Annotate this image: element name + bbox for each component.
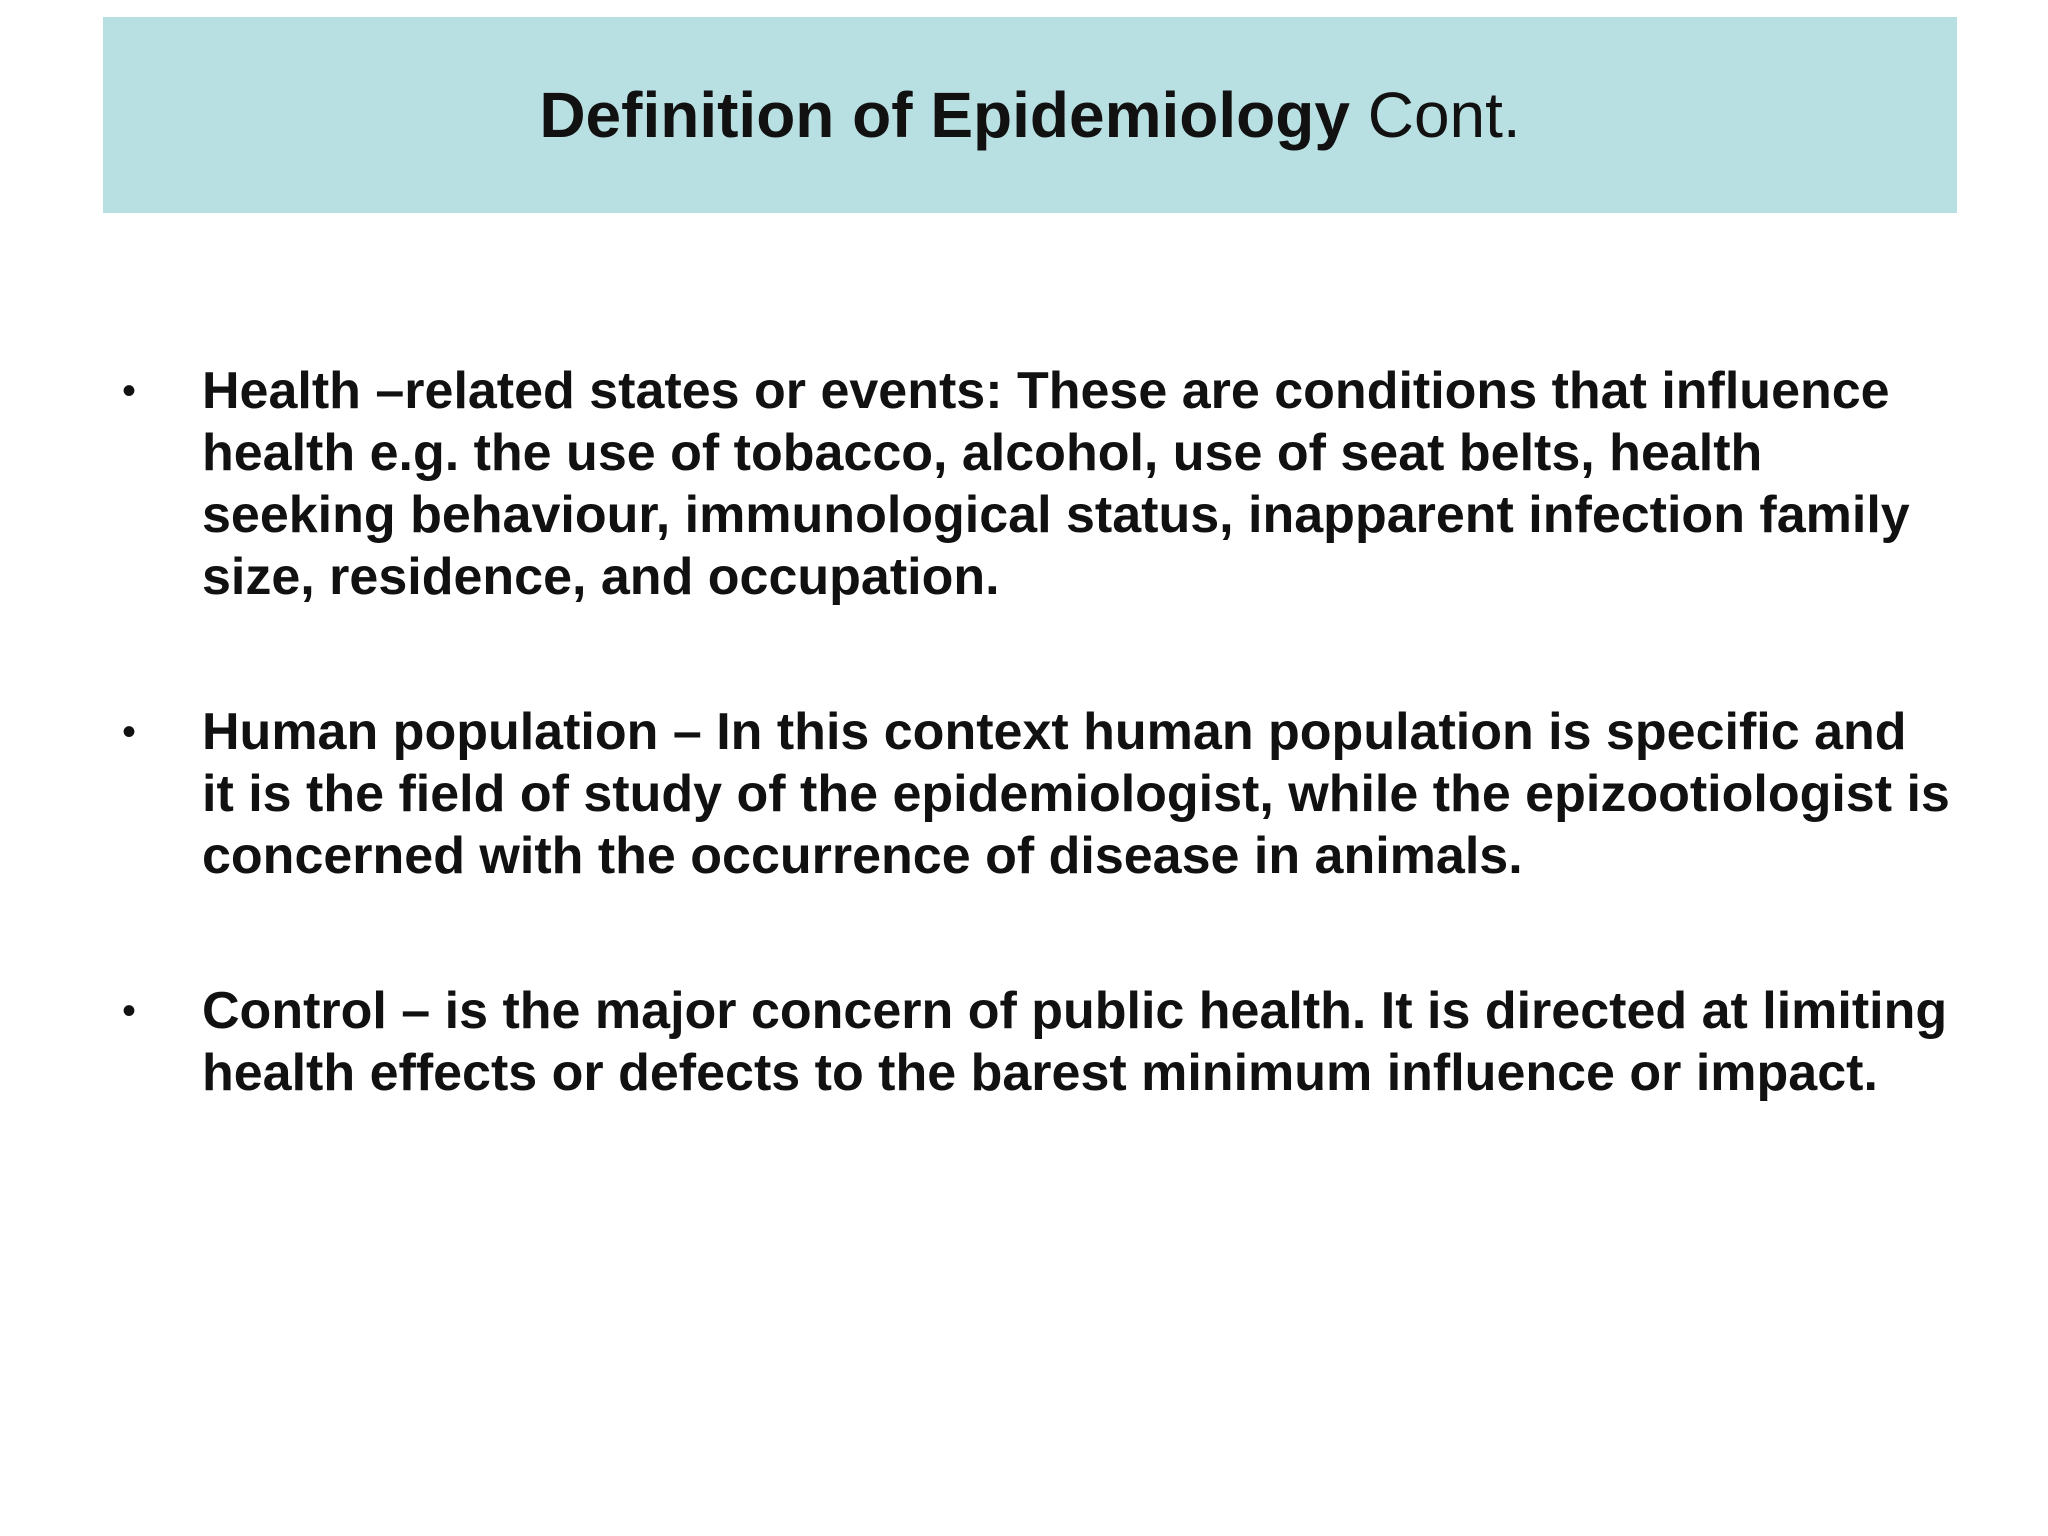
slide-title-main: Definition of Epidemiology xyxy=(539,79,1350,151)
bullet-point-icon: • xyxy=(122,710,137,754)
title-banner xyxy=(103,17,1957,213)
bullet-health-related-states xyxy=(122,360,1952,608)
bullet-text: Control – is the major concern of public health. It is directed at limiting health effects or defects to the barest minimum influence or impact. xyxy=(202,982,1948,1102)
bullet-text: Human population – In this context human population is specific and it is the field of study of the epidemiologist, while the epizootiologist is concerned with the occurrence of disease in animals. xyxy=(202,703,1950,885)
bullet-text: Health –related states or events: These are conditions that influence health e.g. the use of tobacco, alcohol, use of seat belts, health seeking behaviour, immunological status, inapparent infection family size, residence, and occupation. xyxy=(202,362,1910,606)
bullet-point-icon: • xyxy=(122,369,137,413)
slide-title xyxy=(539,79,1521,151)
bullet-human-population xyxy=(122,701,1952,887)
slide-title-suffix: Cont. xyxy=(1349,79,1521,151)
bullet-control xyxy=(122,980,1952,1104)
bullet-point-icon: • xyxy=(122,989,137,1033)
bullet-list xyxy=(122,360,1952,1104)
